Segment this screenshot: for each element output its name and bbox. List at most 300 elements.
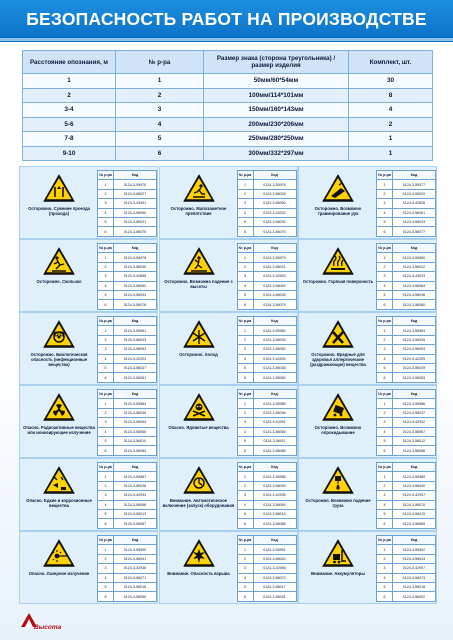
code-table-header: Код: [393, 536, 436, 545]
product-code: 0124-3-56063: [253, 281, 296, 290]
size-number: 1: [237, 253, 253, 262]
product-code: 0124-3-56018: [393, 582, 436, 591]
size-number: 6: [377, 519, 393, 528]
sign-caption: Осторожно. Холод: [179, 352, 218, 357]
sign-panel: [298, 531, 437, 604]
product-code: 0124-3-56032: [393, 262, 436, 271]
product-code: 0124-3-56043: [393, 554, 436, 563]
size-number: 3: [237, 345, 253, 354]
sign-panel: [159, 312, 298, 385]
fall-from-height-icon: [182, 246, 216, 276]
product-code: 0124-3-56036: [114, 408, 157, 417]
radiation-icon: [42, 392, 76, 422]
size-number: 1: [237, 472, 253, 481]
size-table-row: [23, 74, 433, 89]
code-table-header: № р-ра: [98, 244, 114, 253]
sign-panel: [19, 458, 158, 531]
code-table-header-row: [98, 536, 157, 545]
size-number: 3: [377, 272, 393, 281]
brand-logo: [20, 610, 80, 636]
code-table-row: [237, 582, 296, 591]
code-table-row: [377, 481, 436, 490]
sign-caption: Осторожно. Сужение проезда (прохода): [28, 206, 90, 216]
sign-caption: Осторожно. Скользко: [36, 279, 82, 284]
size-number: 3: [377, 564, 393, 573]
product-code: 0124-3-56016: [114, 582, 157, 591]
code-table-row: [98, 189, 157, 198]
code-table-header-row: [237, 536, 296, 545]
code-table-row: [98, 481, 157, 490]
code-table-row: [237, 217, 296, 226]
product-code: 0124-3-56081: [114, 373, 157, 382]
code-table-row: [237, 592, 296, 601]
product-code: 0124-3-56031: [253, 262, 296, 271]
slippery-icon: [42, 246, 76, 276]
code-table-row: [377, 509, 436, 518]
product-code: 0124-3-56085: [253, 446, 296, 455]
code-table-header-row: [98, 171, 157, 180]
product-code: 0124-3-56015: [393, 509, 436, 518]
code-table-row: [98, 427, 157, 436]
code-table-row: [237, 491, 296, 500]
code-table-header-row: [98, 463, 157, 472]
code-table-row: [237, 509, 296, 518]
size-table-cell: 8: [349, 88, 433, 103]
product-code: 0124-3-56039: [253, 481, 296, 490]
product-code: 0124-3-56091: [253, 592, 296, 601]
size-number: 5: [237, 582, 253, 591]
biohazard-icon: [42, 319, 76, 349]
irritant-icon: [321, 319, 355, 349]
size-table-cell: 1: [116, 74, 204, 89]
size-table-cell: 4: [116, 117, 204, 132]
size-number: 5: [237, 436, 253, 445]
code-table-row: [377, 199, 436, 208]
size-number: 5: [377, 363, 393, 372]
product-code: 0124-3-56079: [253, 300, 296, 309]
product-code: 0124-3-56088: [253, 519, 296, 528]
size-table-cell: 2: [23, 88, 116, 103]
size-number: 3: [377, 345, 393, 354]
code-table-header: № р-ра: [237, 171, 253, 180]
size-number: 3: [98, 345, 114, 354]
code-table-header: Код: [393, 244, 436, 253]
size-number: 2: [98, 481, 114, 490]
size-number: 2: [98, 189, 114, 198]
size-number: 5: [98, 217, 114, 226]
code-table: [376, 170, 436, 237]
sign-grid: [19, 166, 437, 603]
size-number: 4: [377, 500, 393, 509]
size-number: 2: [237, 481, 253, 490]
size-number: 1: [377, 399, 393, 408]
size-number: 6: [377, 592, 393, 601]
product-code: 0124-3-42204: [253, 354, 296, 363]
size-number: 6: [237, 373, 253, 382]
code-table-row: [237, 472, 296, 481]
product-code: 0124-3-56050: [253, 199, 296, 208]
toxic-icon: [182, 392, 216, 422]
code-table-header: Код: [114, 463, 157, 472]
code-table-row: [237, 253, 296, 262]
size-number: 1: [237, 180, 253, 189]
size-number: 6: [377, 227, 393, 236]
sign-panel: [298, 239, 437, 312]
size-number: 3: [98, 418, 114, 427]
code-table-row: [98, 208, 157, 217]
code-table-row: [237, 399, 296, 408]
code-table-header: Код: [114, 317, 157, 326]
size-number: 4: [98, 427, 114, 436]
product-code: 0124-3-56069: [253, 500, 296, 509]
code-table-row: [377, 399, 436, 408]
size-number: 6: [377, 373, 393, 382]
code-table-row: [237, 554, 296, 563]
code-table-row: [98, 519, 157, 528]
sign-panel: [159, 385, 298, 458]
code-table-row: [98, 491, 157, 500]
code-table-row: [98, 582, 157, 591]
size-number: 3: [237, 418, 253, 427]
code-table-row: [237, 199, 296, 208]
code-table-row: [377, 217, 436, 226]
product-code: 0124-3-56072: [253, 573, 296, 582]
size-number: 1: [377, 253, 393, 262]
size-number: 2: [377, 262, 393, 271]
code-table-row: [98, 345, 157, 354]
code-table-header: № р-ра: [98, 463, 114, 472]
size-number: 5: [377, 509, 393, 518]
size-number: 4: [377, 573, 393, 582]
code-table-row: [377, 436, 436, 445]
code-table-row: [98, 554, 157, 563]
product-code: 0124-3-55992: [393, 545, 436, 554]
code-table-row: [377, 592, 436, 601]
product-code: 0124-3-56061: [393, 208, 436, 217]
code-table-header: Код: [393, 463, 436, 472]
code-table-row: [237, 446, 296, 455]
code-table-header-row: [237, 463, 296, 472]
product-code: 0124-3-56030: [114, 262, 157, 271]
code-table-header-row: [237, 171, 296, 180]
code-table-header-row: [237, 317, 296, 326]
size-number: 1: [98, 180, 114, 189]
page-title: БЕЗОПАСНОСТЬ РАБОТ НА ПРОИЗВОДСТВЕ: [26, 9, 427, 29]
sign-panel: [19, 385, 158, 458]
product-code: 0124-3-42858: [114, 272, 157, 281]
code-table-row: [98, 300, 157, 309]
product-code: 0124-3-56032: [253, 217, 296, 226]
product-code: 0124-3-42205: [393, 354, 436, 363]
size-number: 1: [377, 180, 393, 189]
code-table-row: [377, 554, 436, 563]
code-table-row: [98, 272, 157, 281]
code-table-row: [98, 354, 157, 363]
code-table-row: [98, 217, 157, 226]
code-table-row: [98, 227, 157, 236]
code-table: [97, 316, 157, 383]
sign-panel: [19, 166, 158, 239]
code-table-row: [98, 326, 157, 335]
product-code: 0124-3-56010: [114, 436, 157, 445]
laser-icon: [42, 538, 76, 568]
size-number: 2: [377, 335, 393, 344]
code-table-row: [377, 180, 436, 189]
product-code: 0124-3-42826: [393, 199, 436, 208]
product-code: 0124-3-42203: [114, 354, 157, 363]
size-number: 6: [237, 227, 253, 236]
forklift-icon: [321, 538, 355, 568]
product-code: 0124-3-56076: [253, 227, 296, 236]
product-code: 0124-3-56027: [114, 189, 157, 198]
code-table-row: [377, 345, 436, 354]
size-number: 5: [237, 217, 253, 226]
code-table-header-row: [377, 536, 436, 545]
code-table-row: [98, 253, 157, 262]
code-table-row: [237, 189, 296, 198]
product-code: 0124-3-56054: [114, 418, 157, 427]
size-table-cell: 7-8: [23, 132, 116, 147]
code-table-header: № р-ра: [98, 536, 114, 545]
code-table-row: [377, 326, 436, 335]
size-table-cell: 5: [116, 132, 204, 147]
sign-panel: [19, 239, 158, 312]
code-table-row: [98, 408, 157, 417]
code-table-row: [377, 545, 436, 554]
code-table-header-row: [377, 463, 436, 472]
product-code: 0124-3-56066: [253, 427, 296, 436]
sign-caption: Опасно. Ядовитые вещества: [168, 425, 229, 430]
size-number: 1: [237, 399, 253, 408]
size-number: 1: [377, 326, 393, 335]
size-number: 1: [98, 545, 114, 554]
size-table-cell: 4: [349, 103, 433, 118]
code-table-row: [377, 281, 436, 290]
size-number: 4: [377, 208, 393, 217]
size-number: 2: [237, 189, 253, 198]
size-table-cell: 300мм/332*297мм: [204, 146, 349, 161]
product-code: 0124-3-42997: [393, 564, 436, 573]
size-number: 4: [237, 427, 253, 436]
product-code: 0124-3-56071: [114, 573, 157, 582]
product-code: 0124-3-56033: [393, 217, 436, 226]
code-table-header-row: [237, 244, 296, 253]
product-code: 0124-3-56039: [393, 363, 436, 372]
size-table-cell: 100мм/114*101мм: [204, 88, 349, 103]
size-number: 4: [98, 281, 114, 290]
code-table-row: [237, 272, 296, 281]
size-number: 2: [377, 408, 393, 417]
code-table-header: Код: [393, 317, 436, 326]
code-table-row: [377, 272, 436, 281]
product-code: 0124-3-56031: [114, 217, 157, 226]
code-table-header-row: [377, 171, 436, 180]
size-table-cell: 9-10: [23, 146, 116, 161]
code-table-header: № р-ра: [377, 390, 393, 399]
code-table: [97, 535, 157, 602]
code-table-row: [237, 208, 296, 217]
product-code: 0124-3-56013: [114, 509, 157, 518]
code-table-row: [237, 573, 296, 582]
size-number: 4: [377, 281, 393, 290]
code-table-row: [377, 300, 436, 309]
product-code: 0124-3-42935: [253, 491, 296, 500]
product-code: 0124-3-56080: [393, 300, 436, 309]
product-code: 0124-3-56092: [393, 592, 436, 601]
size-number: 3: [237, 564, 253, 573]
size-number: 2: [237, 554, 253, 563]
size-number: 3: [98, 564, 114, 573]
size-number: 6: [237, 446, 253, 455]
code-table-header: Код: [114, 171, 157, 180]
size-number: 3: [377, 418, 393, 427]
sign-caption: Внимание. Аккумуляторы: [311, 571, 365, 576]
code-table-header: № р-ра: [237, 390, 253, 399]
corrosive-icon: [42, 465, 76, 495]
product-code: 0124-3-56053: [114, 345, 157, 354]
code-table-header-row: [377, 317, 436, 326]
size-table-header: № р-ра: [116, 51, 204, 74]
product-code: 0124-3-56037: [393, 408, 436, 417]
size-number: 2: [98, 262, 114, 271]
product-code: 0124-3-56078: [114, 300, 157, 309]
size-number: 6: [237, 519, 253, 528]
code-table-row: [377, 491, 436, 500]
code-table: [376, 462, 436, 529]
size-table-header-row: [23, 51, 433, 74]
product-code: 0124-3-56075: [114, 227, 157, 236]
size-table-cell: 200мм/230*206мм: [204, 117, 349, 132]
size-number: 1: [98, 472, 114, 481]
code-table-header: № р-ра: [237, 536, 253, 545]
code-table-row: [377, 500, 436, 509]
code-table-header: Код: [253, 463, 296, 472]
sign-panel: [19, 531, 158, 604]
code-table-row: [98, 399, 157, 408]
product-code: 0124-3-55985: [253, 399, 296, 408]
code-table-header: Код: [114, 536, 157, 545]
product-code: 0124-3-56012: [393, 436, 436, 445]
sign-panel: [298, 312, 437, 385]
product-code: 0124-3-42931: [253, 418, 296, 427]
code-table: [237, 462, 297, 529]
code-table-row: [98, 373, 157, 382]
sign-caption: Осторожно. Вредные для здоровья аллергические (раздражающие) вещества: [310, 352, 366, 367]
code-table-header: № р-ра: [377, 463, 393, 472]
brand-name: Высота: [34, 624, 62, 631]
size-number: 4: [237, 208, 253, 217]
size-number: 2: [237, 408, 253, 417]
size-number: 1: [377, 545, 393, 554]
product-code: 0124-3-42946: [253, 564, 296, 573]
size-number: 4: [98, 354, 114, 363]
size-number: 2: [98, 554, 114, 563]
code-table-header: Код: [114, 390, 157, 399]
code-table: [237, 535, 297, 602]
sign-caption: Внимание. Автоматическое включение (запуск) оборудования: [162, 498, 235, 508]
size-number: 5: [237, 509, 253, 518]
code-table-row: [377, 582, 436, 591]
code-table: [237, 316, 297, 383]
size-number: 6: [98, 519, 114, 528]
product-code: 0124-3-55991: [253, 545, 296, 554]
product-code: 0124-3-56041: [114, 554, 157, 563]
size-number: 5: [98, 363, 114, 372]
product-code: 0124-3-56052: [253, 345, 296, 354]
product-code: 0124-3-43332: [253, 208, 296, 217]
size-number: 5: [377, 436, 393, 445]
code-table-row: [98, 290, 157, 299]
code-table: [376, 243, 436, 310]
sign-panel: [159, 166, 298, 239]
product-code: 0124-3-56033: [114, 335, 157, 344]
product-code: 0124-3-56036: [393, 290, 436, 299]
code-table-row: [377, 373, 436, 382]
code-table-header: № р-ра: [98, 171, 114, 180]
code-table-row: [237, 290, 296, 299]
size-number: 5: [377, 582, 393, 591]
size-number: 4: [98, 500, 114, 509]
size-table-cell: 250мм/280*250мм: [204, 132, 349, 147]
size-table-cell: 1: [349, 146, 433, 161]
size-number: 5: [377, 217, 393, 226]
size-table-cell: 1: [23, 74, 116, 89]
product-code: 0124-3-55977: [393, 180, 436, 189]
size-number: 5: [98, 509, 114, 518]
size-number: 5: [98, 290, 114, 299]
size-number: 2: [237, 262, 253, 271]
size-table-cell: 150мм/160*143мм: [204, 103, 349, 118]
size-number: 3: [98, 272, 114, 281]
code-table-row: [237, 519, 296, 528]
product-code: 0124-3-56053: [393, 345, 436, 354]
code-table-row: [98, 564, 157, 573]
size-table: [22, 50, 433, 161]
size-number: 5: [237, 290, 253, 299]
size-table-cell: 2: [349, 117, 433, 132]
code-table-header: Код: [393, 390, 436, 399]
code-table-row: [377, 519, 436, 528]
size-number: 5: [237, 363, 253, 372]
code-table-header-row: [377, 244, 436, 253]
product-code: 0124-3-55986: [393, 399, 436, 408]
code-table-row: [377, 208, 436, 217]
product-code: 0124-3-42941: [114, 199, 157, 208]
code-table-row: [377, 573, 436, 582]
code-table-row: [237, 354, 296, 363]
size-number: 6: [98, 446, 114, 455]
product-code: 0124-3-55984: [114, 399, 157, 408]
product-code: 0124-3-55990: [114, 545, 157, 554]
product-code: 0124-3-56068: [114, 500, 157, 509]
product-code: 0124-3-55987: [114, 472, 157, 481]
size-number: 4: [237, 281, 253, 290]
code-table-header-row: [237, 390, 296, 399]
size-number: 3: [237, 272, 253, 281]
size-number: 4: [237, 573, 253, 582]
code-table: [97, 243, 157, 310]
code-table-row: [237, 373, 296, 382]
sign-panel: [298, 385, 437, 458]
code-table-header: Код: [393, 171, 436, 180]
size-table-cell: 3: [116, 103, 204, 118]
size-number: 6: [377, 300, 393, 309]
product-code: 0124-3-55982: [253, 326, 296, 335]
product-code: 0124-3-55980: [393, 253, 436, 262]
size-number: 6: [237, 592, 253, 601]
size-number: 3: [98, 491, 114, 500]
code-table-header: № р-ра: [377, 536, 393, 545]
